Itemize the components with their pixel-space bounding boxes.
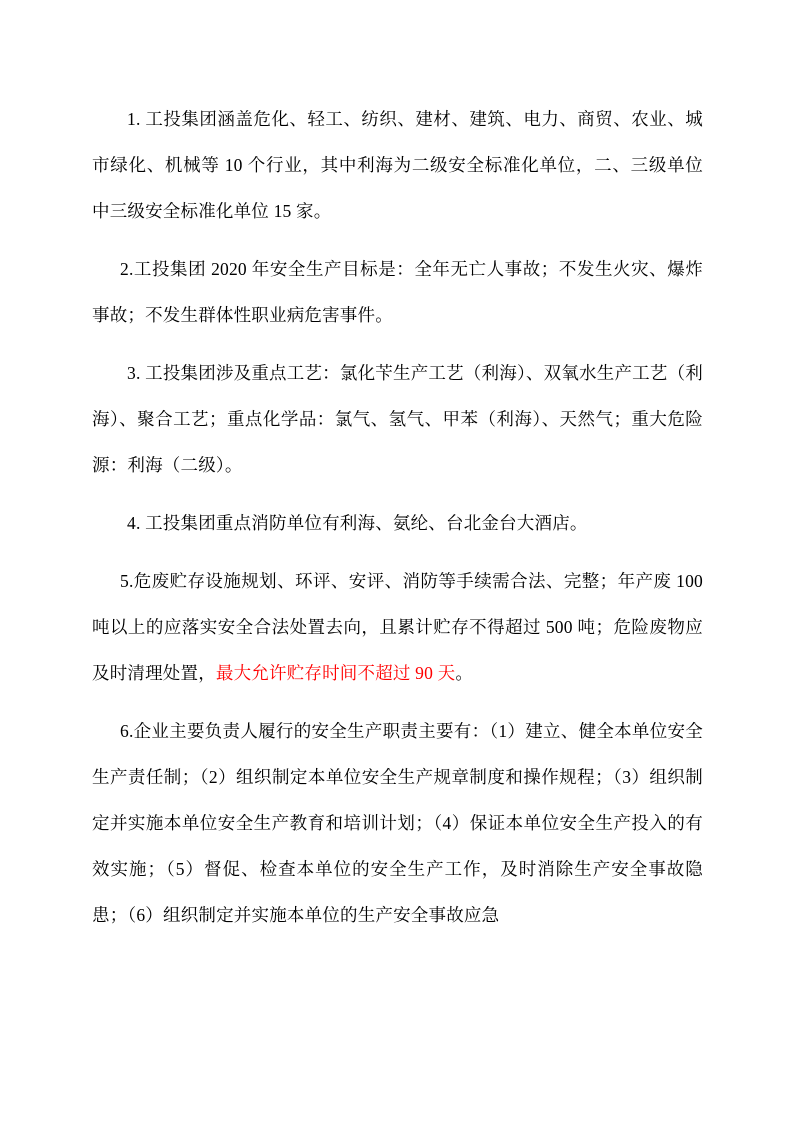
paragraph-5-highlight: 最大允许贮存时间不超过 90 天: [215, 663, 456, 683]
paragraph-6-text: 6.企业主要负责人履行的安全生产职责主要有：（1）建立、健全本单位安全生产责任制；（2）组织制定本单位安全生产规章制度和操作规程；（3）组织制定并实施本单位安全生产教育和培训计划；（4）保证本单位安全生产投入的有效实施；（5）督促、检查本单位的安全生产工作，及时消除生产安全事故隐患；（6）组织制定并实施本单位的生产安全事故应急: [92, 721, 703, 925]
paragraph-6: [92, 708, 703, 938]
paragraph-5: [92, 558, 703, 696]
document-body: [92, 96, 703, 938]
paragraph-2-text: 2.工投集团 2020 年安全生产目标是：全年无亡人事故；不发生火灾、爆炸事故；不发生群体性职业病危害事件。: [92, 259, 703, 325]
paragraph-3: [92, 350, 703, 488]
paragraph-1-text: 1. 工投集团涵盖危化、轻工、纺织、建材、建筑、电力、商贸、农业、城市绿化、机械等 10 个行业，其中利海为二级安全标准化单位，二、三级单位中三级安全标准化单位 15 家。: [92, 109, 703, 221]
paragraph-4: [92, 500, 703, 546]
paragraph-2: [92, 246, 703, 338]
paragraph-5-text-lead: 5.危废贮存设施规划、环评、安评、消防等手续需合法、完整；年产废 100 吨以上的应落实安全合法处置去向，且累计贮存不得超过 500 吨；危险废物应及时清理处置，: [92, 571, 703, 683]
paragraph-1: [92, 96, 703, 234]
paragraph-3-text: 3. 工投集团涉及重点工艺：氯化苄生产工艺（利海）、双氧水生产工艺（利海）、聚合工艺；重点化学品：氯气、氢气、甲苯（利海）、天然气；重大危险源：利海（二级）。: [92, 363, 703, 475]
paragraph-4-text: 4. 工投集团重点消防单位有利海、氨纶、台北金台大酒店。: [127, 513, 588, 533]
paragraph-5-text-tail: 。: [455, 663, 474, 683]
